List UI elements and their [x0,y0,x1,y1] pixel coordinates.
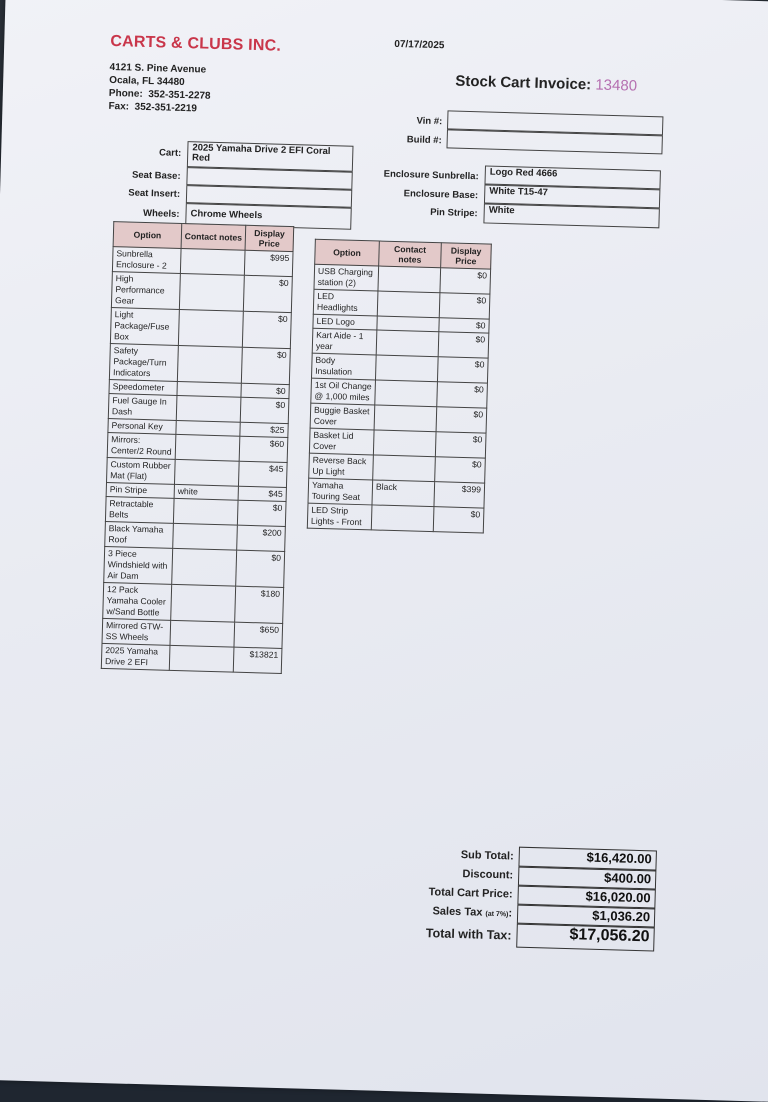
option-cell: 12 Pack Yamaha Cooler w/Sand Bottle [103,582,172,620]
notes-cell: white [174,484,238,500]
price-cell: $0 [241,347,290,384]
option-cell: Fuel Gauge In Dash [108,394,177,421]
col-contact-notes: Contact notes [181,224,246,251]
price-cell: $650 [234,622,283,648]
enclosure-sunbrella-label: Enclosure Sunbrella: [383,168,479,183]
subtotal-label: Sub Total: [460,849,514,863]
table-row [307,503,484,533]
price-cell: $0 [437,382,488,408]
notes-cell [174,459,239,486]
notes-cell [374,405,437,432]
cart-price-value: $16,020.00 [517,886,655,909]
price-cell: $0 [237,500,286,526]
cart-price-label: Total Cart Price: [428,886,513,901]
price-cell: $0 [435,432,486,458]
notes-cell [170,620,235,647]
price-cell: $399 [434,482,485,508]
option-cell: Mirrors: Center/2 Round [107,433,176,460]
price-cell: $0 [440,268,491,294]
option-cell: Body Insulation [312,353,377,380]
fax: 352-351-2219 [134,101,198,115]
notes-cell [375,355,438,382]
notes-cell [373,430,436,457]
price-cell: $0 [433,507,484,533]
option-cell: 3 Piece Windshield with Air Dam [104,546,173,584]
col-option: Option [315,239,380,266]
notes-cell [375,380,438,407]
option-cell: Kart Aide - 1 year [312,328,377,355]
sales-tax-value: $1,036.20 [517,905,655,928]
col-option: Option [113,222,182,249]
notes-cell [177,345,242,383]
price-cell: $0 [243,275,292,312]
option-cell: USB Charging station (2) [314,264,379,291]
price-cell: $0 [241,383,289,398]
notes-cell [173,498,238,525]
phone-label: Phone: [108,87,143,100]
notes-cell [378,266,441,293]
sales-tax-colon: : [508,907,513,920]
pin-stripe-label: Pin Stripe: [430,206,478,220]
enclosure-base-label: Enclosure Base: [403,188,479,202]
company-name: CARTS & CLUBS INC. [110,32,282,55]
cart-field: 2025 Yamaha Drive 2 EFI Coral Red [187,141,354,172]
invoice-number: 13480 [595,76,638,95]
sales-tax-text: Sales Tax [432,905,483,919]
col-display-price: Display Price [245,225,294,251]
option-cell: Speedometer [109,380,177,396]
option-cell: Custom Rubber Mat (Flat) [107,458,176,485]
seat-insert-label: Seat Insert: [128,187,181,200]
table-row [110,308,291,349]
option-cell: Basket Lid Cover [309,428,374,455]
option-cell: LED Headlights [313,289,378,316]
option-cell: Yamaha Touring Seat [308,478,373,505]
option-cell: Reverse Back Up Light [309,453,374,480]
option-cell: High Performance Gear [111,272,180,310]
price-cell: $200 [237,525,286,551]
table-row [103,582,284,623]
notes-cell [373,455,436,482]
table-row [109,344,290,385]
phone: 352-351-2278 [148,89,211,102]
col-contact-notes: Contact notes [379,241,442,268]
sales-tax-note: (at 7%) [485,910,509,919]
enclosure-sunbrella-field: Logo Red 4666 [484,165,660,189]
option-cell: Safety Package/Turn Indicators [109,344,178,382]
vin-label: Vin #: [416,115,443,128]
option-cell: LED Strip Lights - Front [307,503,372,530]
price-cell: $0 [436,407,487,433]
notes-cell [377,291,440,318]
option-cell: Light Package/Fuse Box [110,308,179,346]
price-cell: $0 [438,332,489,358]
city: Ocala, FL 34480 [109,74,185,89]
table-row [101,643,282,673]
price-cell: $13821 [233,647,282,673]
price-cell: $60 [239,436,288,462]
pin-stripe-field: White [483,203,659,228]
invoice-title-label: Stock Cart Invoice: [455,72,592,94]
fax-line [108,100,210,116]
notes-cell [179,273,244,311]
options-table-right [307,239,492,534]
price-cell: $0 [439,318,489,333]
price-cell: $180 [235,586,284,623]
notes-cell [371,505,434,532]
company-address [108,61,211,116]
fax-label: Fax: [108,100,130,113]
street: 4121 S. Pine Avenue [109,61,207,76]
cart-label: Cart: [158,147,182,159]
option-cell: Black Yamaha Roof [105,521,174,548]
price-cell: $0 [437,357,488,383]
option-cell: Buggie Basket Cover [310,403,375,430]
notes-cell [175,434,240,461]
option-cell: Pin Stripe [106,483,174,499]
table-row [104,546,285,587]
price-cell: $995 [244,250,293,276]
total-with-tax-value: $17,056.20 [516,924,655,952]
wheels-field: Chrome Wheels [185,203,352,230]
notes-cell [178,309,243,347]
price-cell: $0 [242,311,291,348]
options-table-left [101,221,294,674]
invoice-title [455,73,637,95]
option-cell: Retractable Belts [105,496,174,523]
discount-value: $400.00 [518,867,656,890]
notes-cell: Black [372,480,435,507]
subtotal-value: $16,420.00 [518,847,657,871]
price-cell: $0 [439,293,490,319]
price-cell: $45 [238,461,287,487]
notes-cell [376,330,439,357]
price-cell: $0 [236,550,285,587]
notes-cell [176,395,241,422]
option-cell: LED Logo [313,314,377,330]
price-cell: $0 [435,457,486,483]
sales-tax-label [400,904,512,919]
notes-cell [173,523,238,550]
table-row [111,272,292,313]
price-cell: $25 [240,422,288,437]
price-cell: $45 [238,486,286,501]
col-display-price: Display Price [441,243,492,269]
option-cell: Sunbrella Enclosure - 2 [112,247,181,274]
notes-cell [171,584,236,622]
option-cell: 2025 Yamaha Drive 2 EFI [101,643,170,670]
total-with-tax-label: Total with Tax: [425,926,512,943]
invoice-date: 07/17/2025 [394,38,445,52]
seat-base-label: Seat Base: [131,169,181,182]
option-cell: Mirrored GTW-SS Wheels [102,618,171,645]
notes-cell [169,645,234,672]
option-cell: Personal Key [108,419,176,435]
wheels-label: Wheels: [142,207,180,220]
enclosure-base-field: White T15-47 [484,184,660,208]
option-cell: 1st Oil Change @ 1,000 miles [311,378,376,405]
notes-cell [172,548,237,586]
discount-label: Discount: [462,868,514,882]
build-label: Build #: [406,134,442,147]
price-cell: $0 [240,397,289,423]
notes-cell [180,248,245,275]
